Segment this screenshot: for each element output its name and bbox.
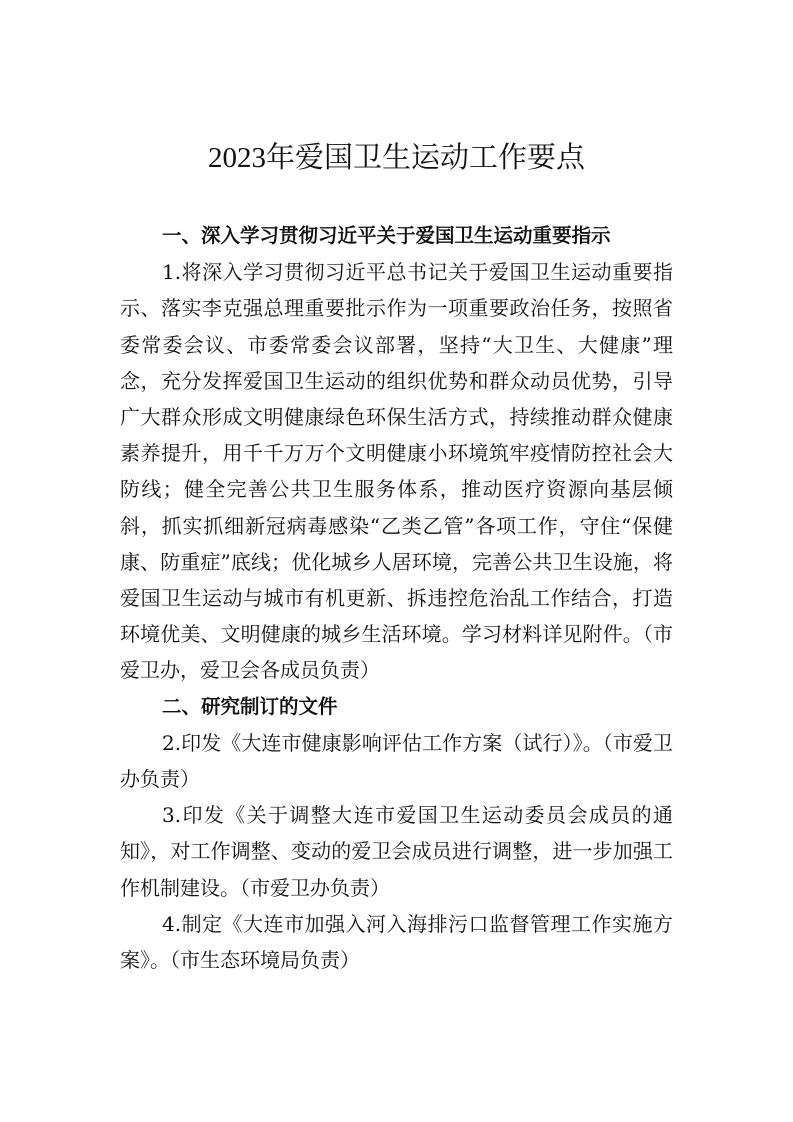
document-body <box>120 218 673 978</box>
paragraph-4: 4.制定《大连市加强入河入海排污口监督管理工作实施方案》。（市生态环境局负责） <box>120 911 673 973</box>
paragraph-2: 2.印发《大连市健康影响评估工作方案（试行）》。（市爱卫办负责） <box>120 730 673 792</box>
paragraph-3: 3.印发《关于调整大连市爱国卫生运动委员会成员的通知》，对工作调整、变动的爱卫会成员进行调整，进一步加强工作机制建设。（市爱卫办负责） <box>120 803 673 900</box>
document-title: 2023年爱国卫生运动工作要点 <box>207 142 585 174</box>
section-heading-2: 二、研究制订的文件 <box>162 694 338 718</box>
section-heading-1: 一、深入学习贯彻习近平关于爱国卫生运动重要指示 <box>162 224 611 247</box>
paragraph-1: 1.将深入学习贯彻习近平总书记关于爱国卫生运动重要指示、落实李克强总理重要批示作为一项重要政治任务，按照省委常委会议、市委常委会议部署，坚持“大卫生、大健康”理念，充分发挥爱国卫生运动的组织优势和群众动员优势，引导广大群众形成文明健康绿色环保生活方式，持续推动群众健康素养提升，用千千万万个文明健康小环境筑牢疫情防控社会大防线；健全完善公共卫生服务体系，推动医疗资源向基层倾斜，抓实抓细新冠病毒感染“乙类乙管”各项工作，守住“保健康、防重症”底线；优化城乡人居环境，完善公共卫生设施，将爱国卫生运动与城市有机更新、拆违控危治乱工作结合，打造环境优美、文明健康的城乡生活环境。学习材料详见附件。（市爱卫办，爱卫会各成员负责） <box>120 260 673 683</box>
